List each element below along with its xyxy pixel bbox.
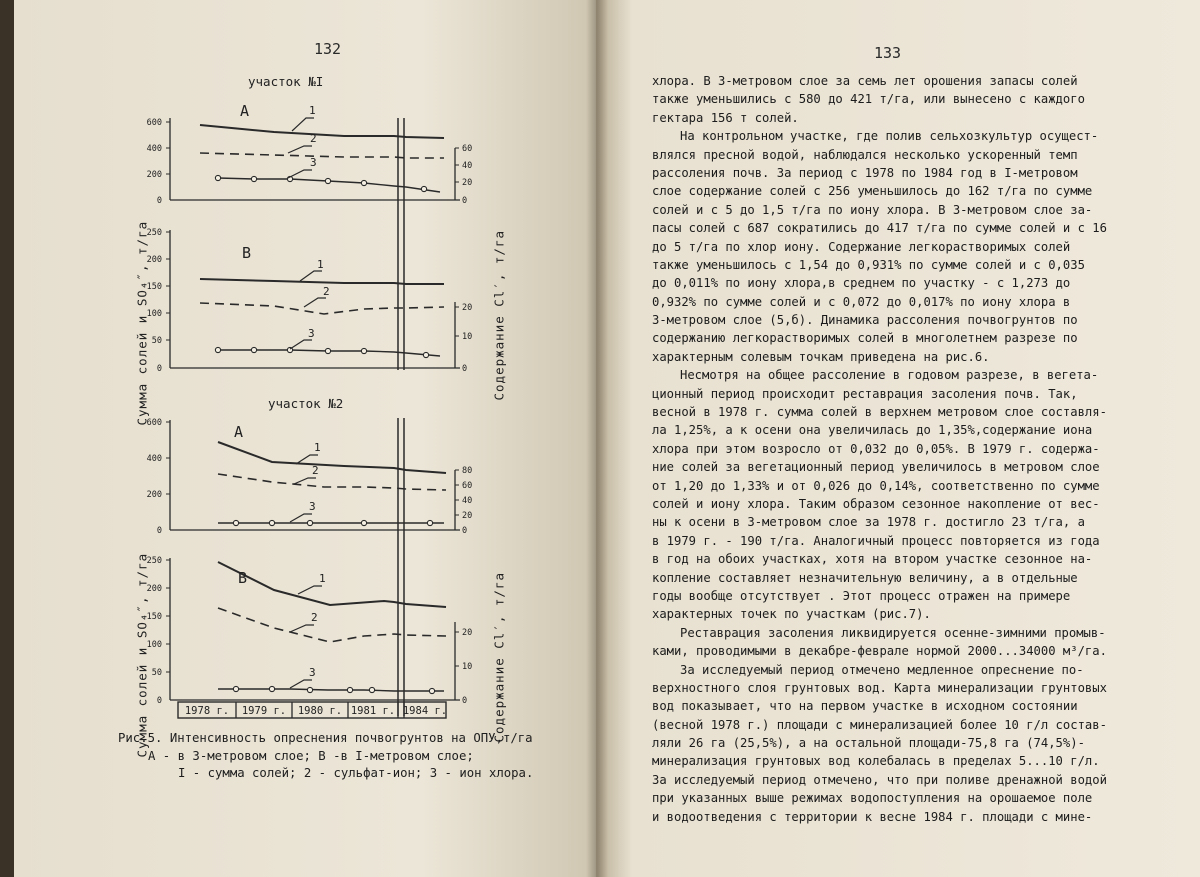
text-line: Реставрация засоления ликвидируется осенне-зимними промыв- <box>680 625 1106 640</box>
text-line: годы вообще отсутствует . Этот процесс отражен на примере <box>652 588 1071 603</box>
text-line: солей и иону хлора. Таким образом сезонное накопление от вес- <box>652 496 1100 511</box>
left-page <box>14 0 596 877</box>
text-line: содержанию легкорастворимых солей в многолетнем разрезе по <box>652 331 1078 346</box>
tick-label: 0 <box>156 196 162 206</box>
ylabel-right-2: Содержание Cl′, т/га <box>491 571 507 743</box>
curve-number-3: 3 <box>309 666 316 679</box>
curve-sum-salts-2b <box>218 562 446 607</box>
tick-label: 100 <box>146 640 162 650</box>
text-line: также уменьшилось с 1,54 до 0,931% по сумме солей и с 0,035 <box>652 257 1085 272</box>
tick-label: 0 <box>462 364 468 374</box>
curve-sum-salts-1b <box>200 279 444 284</box>
tick-label: 10 <box>462 662 473 672</box>
text-line: весной в 1978 г. сумма солей в верхнем метровом слое составля- <box>652 405 1107 420</box>
text-line: ла 1,25%, а к осени она увеличилась до 1,35%,содержание иона <box>652 423 1093 438</box>
figure-caption <box>118 730 588 783</box>
tick-label: 20 <box>462 303 473 313</box>
tick-label: 80 <box>462 466 473 476</box>
tick-label: 100 <box>146 309 162 319</box>
caption-line: Рис.5. Интенсивность опреснения почвогрунтов на ОПУ,т/га <box>118 731 533 745</box>
year-label: 1981 г. <box>350 705 396 717</box>
text-line: ционный период происходит реставрация засоления почв. Так, <box>652 386 1078 401</box>
tick-label: 150 <box>146 282 162 292</box>
text-line: ляли 26 га (25,5%), а на остальной площади-75,8 га (74,5%)- <box>652 736 1085 751</box>
year-label: 1979 г. <box>241 705 287 717</box>
text-line: влялся пресной водой, наблюдался несколько ускоренный темп <box>652 147 1078 162</box>
tick-label: 0 <box>156 696 162 706</box>
text-line: в 1979 г. - 190 т/га. Аналогичный процесс повторяется из года <box>652 533 1100 548</box>
page-number-left: 132 <box>314 40 342 58</box>
curve-chloride-2b <box>218 689 444 691</box>
curve-sulfate-1a <box>200 153 444 158</box>
tick-label: 250 <box>146 556 162 566</box>
caption-line: I - сумма солей; 2 - сульфат-ион; 3 - ион хлора. <box>178 766 534 780</box>
tick-label: 400 <box>146 144 162 154</box>
panel-label-a2: А <box>234 423 244 441</box>
year-label: 1980 г. <box>297 705 343 717</box>
tick-label: 0 <box>156 526 162 536</box>
panel-label-a1: А <box>240 102 250 120</box>
tick-label: 20 <box>462 178 473 188</box>
curve-number-2: 2 <box>310 132 317 145</box>
panel-label-b1: В <box>242 244 252 262</box>
curve-number-2: 2 <box>312 464 319 477</box>
ylabel-left-1: Сумма солей и SO₄″, т/га <box>134 220 150 426</box>
curve-number-1: 1 <box>319 572 326 585</box>
text-line: рассоления почв. За период с 1978 по 1984 год в I-метровом <box>652 165 1078 180</box>
text-line: также уменьшились с 580 до 421 т/га, или вынесено с каждого <box>652 92 1085 107</box>
text-line: до 5 т/га по хлор иону. Содержание легкорастворимых солей <box>652 239 1071 254</box>
tick-label: 10 <box>462 332 473 342</box>
text-line: солей и с 5 до 1,5 т/га по иону хлора. В 3-метровом слое за- <box>652 202 1093 217</box>
text-line: За исследуемый период отмечено медленное опреснение по- <box>680 662 1084 677</box>
tick-label: 600 <box>146 118 162 128</box>
plot1-title: участок №I <box>248 74 324 89</box>
curve-sulfate-1b <box>200 303 444 314</box>
curve-number-3: 3 <box>308 327 315 340</box>
text-line: ние солей за вегетационный период увеличилось в метровом слое <box>652 460 1100 475</box>
text-line: вод показывает, что на первом участке в исходном состоянии <box>652 699 1078 714</box>
curve-sulfate-2a <box>218 474 446 490</box>
text-line: минерализация грунтовых вод колебалась в пределах 5...10 г/л. <box>652 754 1100 769</box>
text-line: до 0,011% по иону хлора,в среднем по участку - с 1,273 до <box>652 276 1071 291</box>
tick-label: 60 <box>462 481 473 491</box>
tick-label: 150 <box>146 612 162 622</box>
text-line: 0,932% по сумме солей и с 0,072 до 0,017% по иону хлора в <box>652 294 1071 309</box>
text-line: пасы солей с 687 сократились до 417 т/га по сумме солей и с 16 <box>652 221 1107 236</box>
curve-number-2: 2 <box>311 611 318 624</box>
text-line: За исследуемый период отмечено, что при поливе дренажной водой <box>652 772 1107 787</box>
tick-label: 50 <box>151 336 162 346</box>
text-line: верхностного слоя грунтовых вод. Карта минерализации грунтовых <box>652 680 1107 695</box>
tick-label: 20 <box>462 511 473 521</box>
curve-number-3: 3 <box>309 500 316 513</box>
panel-label-b2: В <box>238 569 248 587</box>
curve-sulfate-2b <box>218 608 446 642</box>
text-line: 3-метровом слое (5,б). Динамика рассоления почвогрунтов по <box>652 313 1078 328</box>
curve-number-1: 1 <box>309 104 316 117</box>
tick-label: 20 <box>462 628 473 638</box>
text-line: хлора. В 3-метровом слое за семь лет орошения запасы солей <box>652 74 1078 88</box>
tick-label: 40 <box>462 496 473 506</box>
curve-sum-salts-2a <box>218 442 446 473</box>
tick-label: 200 <box>146 490 162 500</box>
text-line: характерных точек по участкам (рис.7). <box>652 607 931 622</box>
year-label: 1978 г. <box>184 705 230 717</box>
text-line: ны к осени в 3-метровом слое за 1978 г. достигло 23 т/га, а <box>652 515 1085 530</box>
page-number-right: 133 <box>874 44 902 62</box>
text-line: и водоотведения с территории к весне 1984 г. площади с мине- <box>652 809 1093 824</box>
tick-label: 0 <box>462 696 468 706</box>
text-line: ками, проводимыми в декабре-феврале нормой 2000...34000 м³/га. <box>652 644 1107 659</box>
curve-number-1: 1 <box>314 441 321 454</box>
text-line: гектара 156 т солей. <box>652 110 799 125</box>
body-text <box>652 72 1172 826</box>
tick-label: 200 <box>146 584 162 594</box>
tick-label: 200 <box>146 170 162 180</box>
text-line: в год на обоих участках, хотя на втором участке сезонное на- <box>652 552 1093 567</box>
caption-line: А - в 3-метровом слое; В -в I-метровом слое; <box>148 748 474 763</box>
ylabel-left-2: Сумма солей и SO₄″, т/га <box>134 552 150 758</box>
tick-label: 0 <box>156 364 162 374</box>
tick-label: 40 <box>462 161 473 171</box>
text-line: Несмотря на общее рассоление в годовом разрезе, в вегета- <box>680 368 1099 383</box>
tick-label: 200 <box>146 255 162 265</box>
plot2-title: участок №2 <box>268 396 344 411</box>
right-page <box>596 0 1200 877</box>
tick-label: 0 <box>462 196 468 206</box>
year-label: 1984 г. <box>402 705 448 717</box>
text-line: характерным солевым точкам приведена на рис.6. <box>652 349 990 364</box>
text-line: На контрольном участке, где полив сельхозкультур осущест- <box>680 129 1099 144</box>
ylabel-right-1: Содержание Cl′, т/га <box>491 229 507 401</box>
text-line: слое содержание солей с 256 уменьшилось до 162 т/га по сумме <box>652 184 1093 199</box>
curve-sum-salts-1a <box>200 125 444 138</box>
text-line: при указанных выше режимах водопоступления на орошаемое поле <box>652 791 1093 806</box>
text-line: (весной 1978 г.) площади с минерализацией более 10 г/л состав- <box>652 717 1107 732</box>
tick-label: 50 <box>151 668 162 678</box>
chloride-points-1a <box>215 175 426 191</box>
curve-number-2: 2 <box>323 285 330 298</box>
tick-label: 600 <box>146 418 162 428</box>
text-line: от 1,20 до 1,33% и от 0,026 до 0,14%, соответственно по сумме <box>652 478 1100 493</box>
text-line: хлора при этом возросло от 0,032 до 0,05%. В 1979 г. содержа- <box>652 441 1100 456</box>
tick-label: 60 <box>462 144 473 154</box>
curve-number-1: 1 <box>317 258 324 271</box>
text-line: копление составляет незначительную величину, а в отдельные <box>652 570 1078 585</box>
tick-label: 0 <box>462 526 468 536</box>
curve-number-3: 3 <box>310 156 317 169</box>
tick-label: 400 <box>146 454 162 464</box>
tick-label: 250 <box>146 228 162 238</box>
